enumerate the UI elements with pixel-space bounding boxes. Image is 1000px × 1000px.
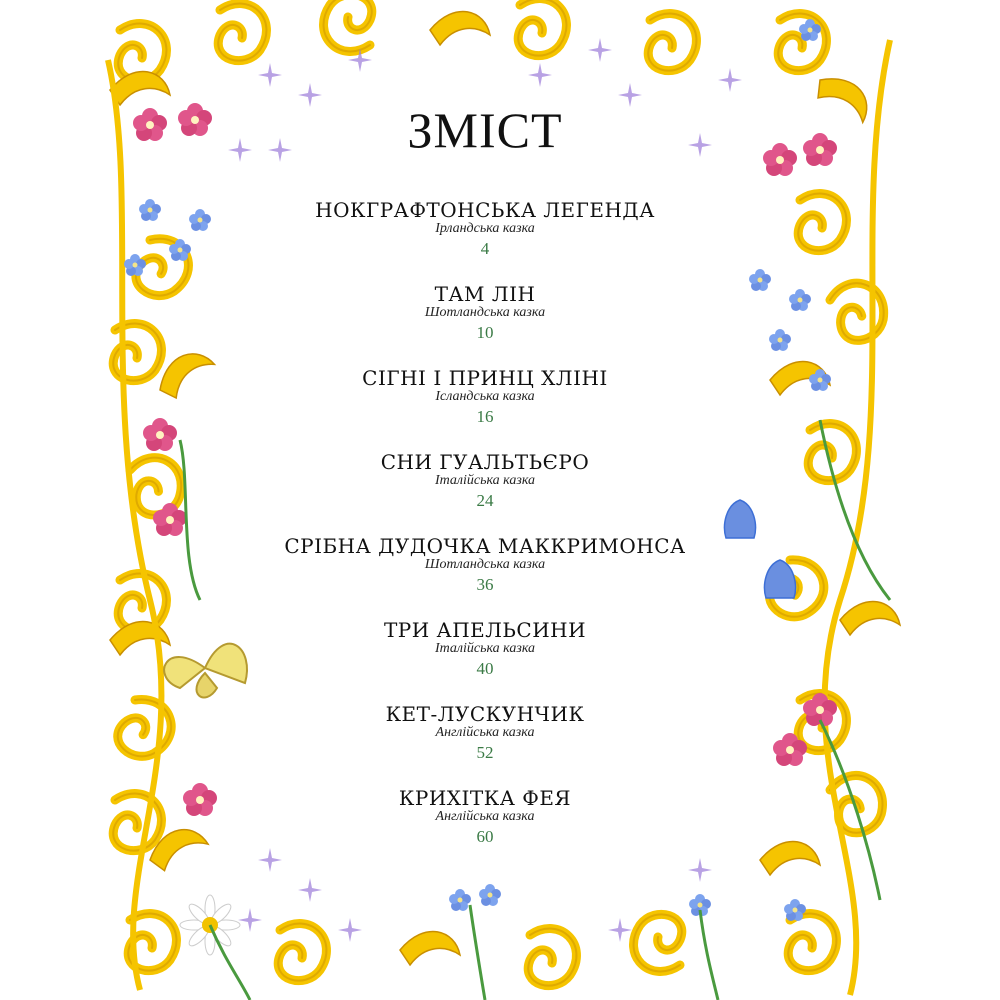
entry-origin: Італійська казка [434,641,536,656]
entry-origin: Шотландська казка [424,305,546,320]
entry-page-number: 16 [476,407,494,426]
entry-title: КРИХІТКА ФЕЯ [398,786,572,810]
entry-origin: Ісландська казка [435,389,535,404]
entry-origin: Шотландська казка [424,557,546,572]
entry-page-number: 24 [476,491,494,510]
toc-entry[interactable] [200,366,770,450]
entry-title: СНИ ГУАЛЬТЬЄРО [380,450,590,474]
toc-entry[interactable] [200,282,770,366]
entry-title: НОКГРАФТОНСЬКА ЛЕГЕНДА [315,198,655,222]
entry-page-number: 40 [476,659,494,678]
entry-origin: Ірландська казка [435,221,535,236]
table-of-contents [200,90,770,870]
entry-page-number: 4 [480,239,490,258]
toc-entry[interactable] [200,786,770,870]
entry-page-number: 52 [476,743,494,762]
toc-entry[interactable] [200,618,770,702]
entry-origin: Англійська казка [435,809,535,824]
toc-entry[interactable] [200,198,770,282]
entry-title: ТРИ АПЕЛЬСИНИ [383,618,587,642]
entry-origin: Англійська казка [435,725,535,740]
toc-entry[interactable] [200,450,770,534]
entry-title: СРІБНА ДУДОЧКА МАККРИМОНСА [284,534,686,558]
entry-page-number: 10 [476,323,494,342]
entry-title: КЕТ-ЛУСКУНЧИК [385,702,585,726]
entry-page-number: 36 [476,575,494,594]
toc-entry[interactable] [200,702,770,786]
entry-title: ТАМ ЛІН [434,282,536,306]
entry-title: СІГНІ І ПРИНЦ ХЛІНІ [362,366,608,390]
toc-entry[interactable] [200,534,770,618]
top-border-scrollwork [218,0,696,71]
page-title: ЗМІСТ [407,102,563,158]
entry-page-number: 60 [476,827,494,846]
entry-origin: Італійська казка [434,473,536,488]
